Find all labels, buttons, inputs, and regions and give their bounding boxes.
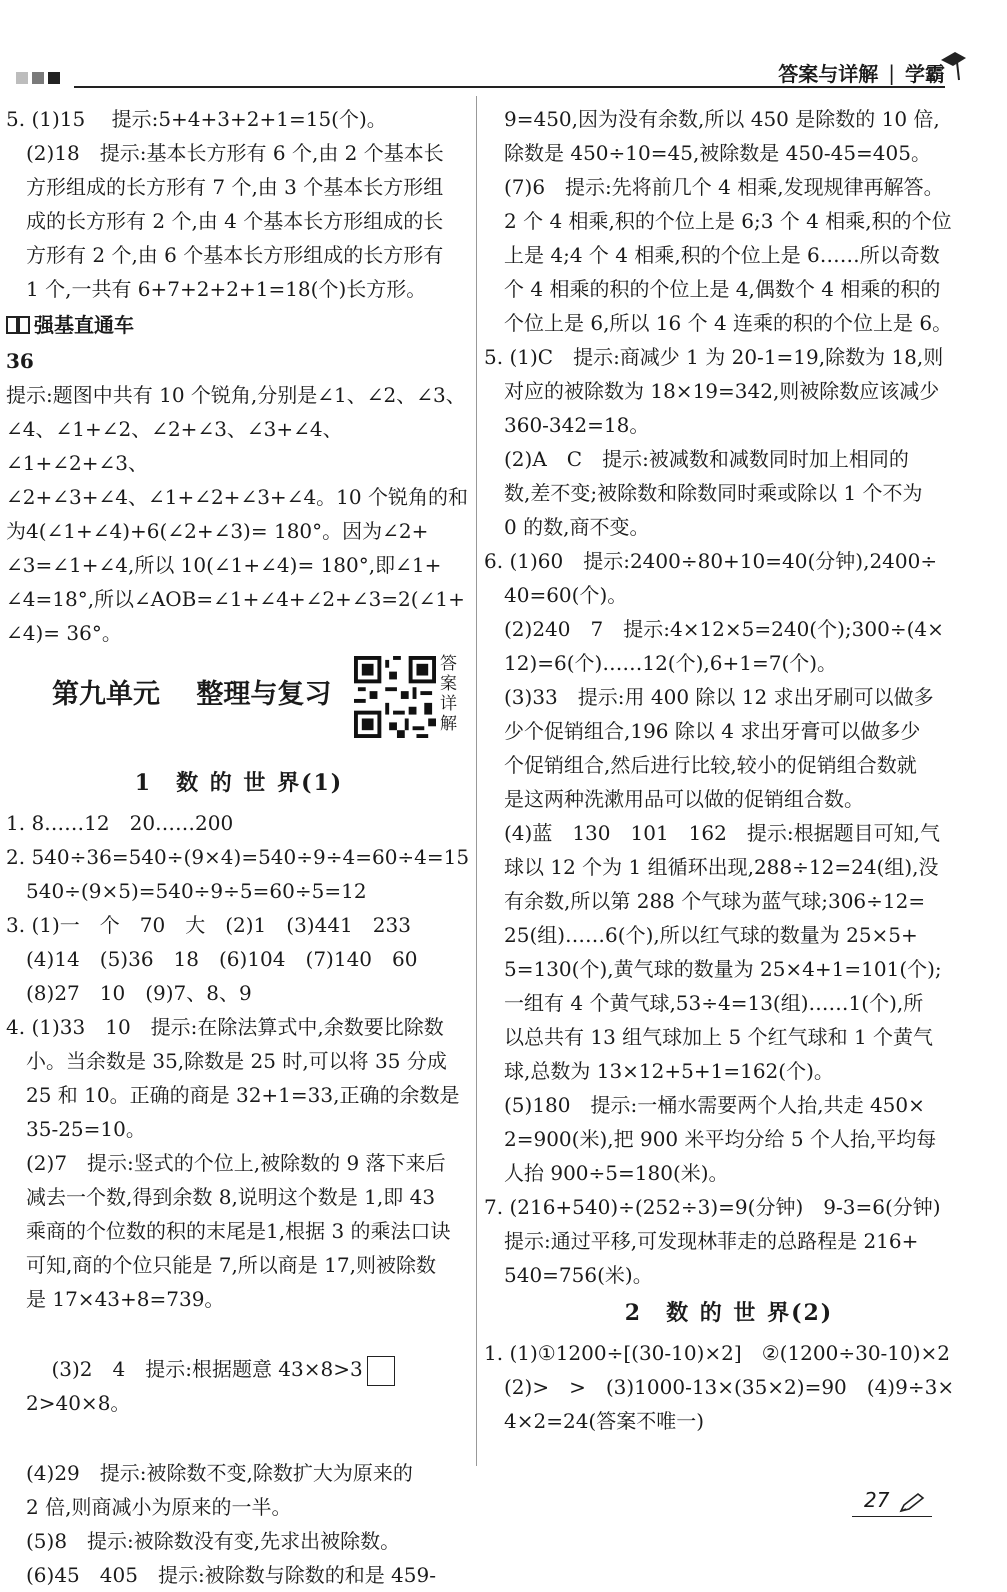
text-line: (2)7 提示:竖式的个位上,被除数的 9 落下来后 <box>26 1151 446 1175</box>
graduation-cap-icon <box>939 46 967 86</box>
text-line: 可知,商的个位只能是 7,所以商是 17,则被除数 <box>26 1253 436 1277</box>
text-line: (4)29 提示:被除数不变,除数扩大为原来的 <box>26 1461 413 1485</box>
text-line: 小。当余数是 35,除数是 25 时,可以将 35 分成 <box>26 1049 447 1073</box>
text-line: 2. 540÷36=540÷(9×4)=540÷9÷4=60÷4=15 <box>6 845 470 869</box>
page-number: 27 <box>864 1488 890 1512</box>
text-line: 40=60(个)。 <box>504 583 628 607</box>
text-line: 数,差不变;被除数和除数同时乘或除以 1 个不为 <box>504 481 923 505</box>
text-line: 540=756(米)。 <box>504 1263 653 1287</box>
page-footer <box>852 1488 942 1520</box>
left-block-3 <box>6 806 472 1316</box>
text-line-with-box <box>6 1318 472 1454</box>
text-line: 2 倍,则商减小为原来的一半。 <box>26 1495 292 1519</box>
unit-heading <box>6 650 472 762</box>
text-line: 4×2=24(答案不唯一) <box>504 1409 705 1433</box>
text-line: (5)8 提示:被除数没有变,先求出被除数。 <box>26 1529 401 1553</box>
text-line: (5)180 提示:一桶水需要两个人抬,共走 450× <box>504 1093 925 1117</box>
text-line: 个促销组合,然后进行比较,较小的促销组合数就 <box>504 753 917 777</box>
text-line: 方形有 2 个,由 6 个基本长方形组成的长方形有 <box>26 243 444 267</box>
qr-code-icon[interactable] <box>354 656 436 738</box>
square-dark <box>48 72 60 84</box>
text-line: (4)蓝 130 101 162 提示:根据题目可知,气 <box>504 821 940 845</box>
text-line: 0 的数,商不变。 <box>504 515 650 539</box>
text-line: 2 个 4 相乘,积的个位上是 6;3 个 4 相乘,积的个位 <box>504 209 952 233</box>
text-line: 1 个,一共有 6+7+2+2+1=18(个)长方形。 <box>26 277 427 301</box>
text-before-box: (3)2 4 提示:根据题意 43×8>3 <box>51 1357 363 1381</box>
right-block-2 <box>484 1336 974 1438</box>
right-column <box>484 102 974 1438</box>
text-line: 5. (1)15 提示:5+4+3+2+1=15(个)。 <box>6 107 387 131</box>
text-line: ∠4=18°,所以∠AOB=∠1+∠4+∠2+∠3=2(∠1+ <box>6 587 465 611</box>
text-line: 球以 12 个为 1 组循环出现,288÷12=24(组),没 <box>504 855 939 879</box>
text-line: 球,总数为 13×12+5+1=162(个)。 <box>504 1059 834 1083</box>
text-line: 提示:通过平移,可发现林菲走的总路程是 216+ <box>504 1229 919 1253</box>
text-line: 方形组成的长方形有 7 个,由 3 个基本长方形组 <box>26 175 444 199</box>
text-line: 1. 8……12 20……200 <box>6 811 234 835</box>
text-line: 5=130(个),黄气球的数量为 25×4+1=101(个); <box>504 957 942 981</box>
book-icon <box>6 315 30 335</box>
text-line: (2)A C 提示:被减数和减数同时加上相同的 <box>504 447 909 471</box>
column-divider <box>476 96 477 1466</box>
footer-rule <box>852 1516 932 1517</box>
text-line: 少个促销组合,196 除以 4 求出牙膏可以做多少 <box>504 719 921 743</box>
left-block-5 <box>6 1456 472 1592</box>
text-line: 成的长方形有 2 个,由 4 个基本长方形组成的长 <box>26 209 444 233</box>
subsection-title: 2 数 的 世 界(2) <box>624 1300 834 1326</box>
header-separator: | <box>888 60 895 85</box>
text-line: ∠3=∠1+∠4,所以 10(∠1+∠4)= 180°,即∠1+ <box>6 553 442 577</box>
header-brand <box>778 58 945 87</box>
text-line: 6. (1)60 提示:2400÷80+10=40(分钟),2400÷ <box>484 549 938 573</box>
square-light <box>16 72 28 84</box>
text-line: 540÷(9×5)=540÷9÷5=60÷5=12 <box>26 879 367 903</box>
text-line: (7)6 提示:先将前几个 4 相乘,发现规律再解答。 <box>504 175 944 199</box>
text-line: 乘商的个位数的积的末尾是1,根据 3 的乘法口诀 <box>26 1219 451 1243</box>
text-line: 为4(∠1+∠4)+6(∠2+∠3)= 180°。因为∠2+ <box>6 519 429 543</box>
section-heading <box>6 308 472 342</box>
left-block-2 <box>6 344 472 650</box>
text-line: 360-342=18。 <box>504 413 650 437</box>
text-line: 2=900(米),把 900 米平均分给 5 个人抬,平均每 <box>504 1127 937 1151</box>
text-line: (6)45 405 提示:被除数与除数的和是 459- <box>26 1563 436 1587</box>
unit-title: 第九单元 整理与复习 <box>52 679 332 710</box>
left-column <box>6 102 472 1592</box>
text-line: (3)33 提示:用 400 除以 12 求出牙刷可以做多 <box>504 685 934 709</box>
text-line: 5. (1)C 提示:商减少 1 为 20-1=19,除数为 18,则 <box>484 345 944 369</box>
left-block-1 <box>6 102 472 306</box>
text-line: (2)18 提示:基本长方形有 6 个,由 2 个基本长 <box>26 141 444 165</box>
text-after-box: 2>40×8。 <box>26 1391 131 1415</box>
text-line: 有余数,所以第 288 个气球为蓝气球;306÷12= <box>504 889 926 913</box>
text-line: 减去一个数,得到余数 8,说明这个数是 1,即 43 <box>26 1185 436 1209</box>
section-heading-text: 强基直通车 <box>34 313 134 337</box>
text-line: 除数是 450÷10=45,被除数是 450-45=405。 <box>504 141 931 165</box>
text-line: 以总共有 13 组气球加上 5 个红气球和 1 个黄气 <box>504 1025 934 1049</box>
text-line: 是 17×43+8=739。 <box>26 1287 225 1311</box>
text-line: (4)14 (5)36 18 (6)104 (7)140 60 <box>26 947 418 971</box>
text-line: 3. (1)一 个 70 大 (2)1 (3)441 233 <box>6 913 411 937</box>
text-line: 一组有 4 个黄气球,53÷4=13(组)……1(个),所 <box>504 991 924 1015</box>
qr-label: 答案详解 <box>440 654 457 734</box>
text-line: 个位上是 6,所以 16 个 4 连乘的积的个位上是 6。 <box>504 311 953 335</box>
answer-line: 36 <box>6 349 34 373</box>
text-line: (8)27 10 (9)7、8、9 <box>26 981 252 1005</box>
text-line: (2)240 7 提示:4×12×5=240(个);300÷(4× <box>504 617 944 641</box>
text-line: (2)> > (3)1000-13×(35×2)=90 (4)9÷3× <box>504 1375 955 1399</box>
text-line: 提示:题图中共有 10 个锐角,分别是∠1、∠2、∠3、 <box>6 383 466 407</box>
text-line: 25 和 10。正确的商是 32+1=33,正确的余数是 <box>26 1083 460 1107</box>
text-line: ∠4)= 36°。 <box>6 621 122 645</box>
text-line: 人抬 900÷5=180(米)。 <box>504 1161 729 1185</box>
text-line: 是这两种洗漱用品可以做的促销组合数。 <box>504 787 864 811</box>
header-section: 答案与详解 <box>778 62 879 86</box>
text-line: ∠2+∠3+∠4、∠1+∠2+∠3+∠4。10 个锐角的和 <box>6 485 468 509</box>
square-mid <box>32 72 44 84</box>
subsection-title: 1 数 的 世 界(1) <box>134 770 344 796</box>
pencil-icon <box>898 1492 926 1514</box>
text-line: 7. (216+540)÷(252÷3)=9(分钟) 9-3=6(分钟) <box>484 1195 941 1219</box>
text-line: 25(组)……6(个),所以红气球的数量为 25×5+ <box>504 923 918 947</box>
text-line: 1. (1)①1200÷[(30-10)×2] ②(1200÷30-10)×2 <box>484 1341 951 1365</box>
text-line: 4. (1)33 10 提示:在除法算式中,余数要比除数 <box>6 1015 444 1039</box>
text-line: 个 4 相乘的积的个位上是 4,偶数个 4 相乘的积的 <box>504 277 941 301</box>
page-header <box>0 0 1007 90</box>
text-line: 9=450,因为没有余数,所以 450 是除数的 10 倍, <box>504 107 940 131</box>
text-line: 35-25=10。 <box>26 1117 146 1141</box>
text-line: 对应的被除数为 18×19=342,则被除数应该减少 <box>504 379 940 403</box>
text-line: 上是 4;4 个 4 相乘,积的个位上是 6……所以奇数 <box>504 243 940 267</box>
right-block-1 <box>484 102 974 1292</box>
text-line: 12)=6(个)……12(个),6+1=7(个)。 <box>504 651 838 675</box>
header-squares <box>16 72 60 84</box>
blank-box <box>367 1356 395 1386</box>
header-brand-name: 学霸 <box>905 62 945 86</box>
text-line: ∠4、∠1+∠2、∠2+∠3、∠3+∠4、∠1+∠2+∠3、 <box>6 417 343 475</box>
